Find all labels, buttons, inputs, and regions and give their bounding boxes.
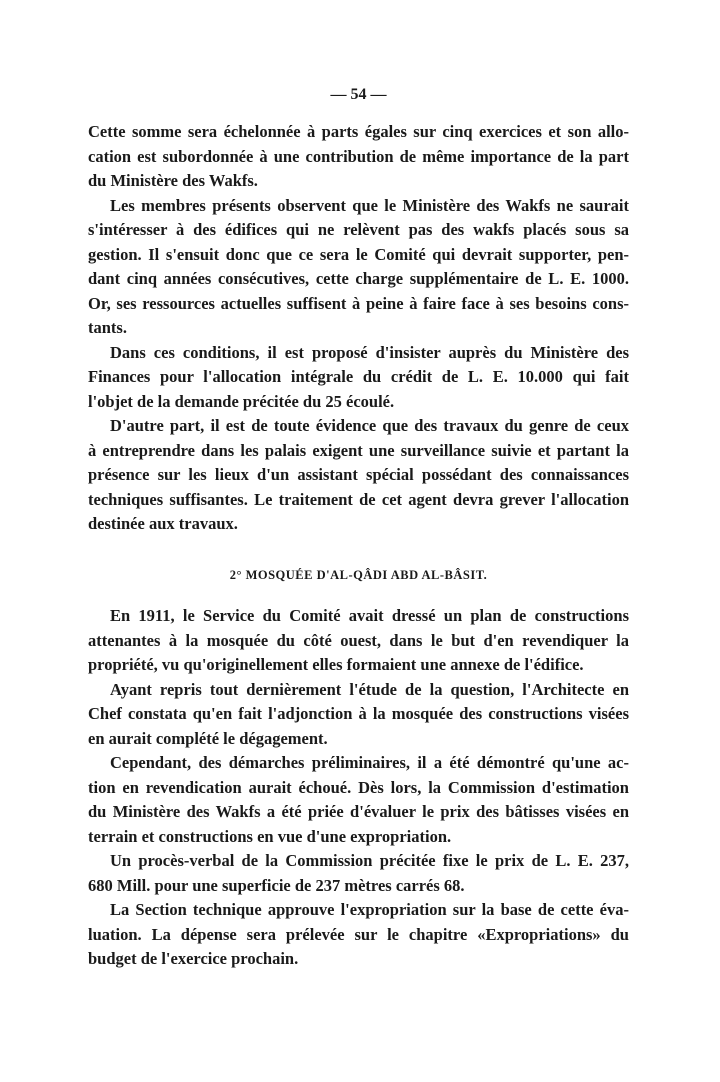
text-line: Les membres présents observent que le Ministère des Wakfs ne saurait bbox=[110, 195, 629, 215]
paragraph bbox=[88, 604, 629, 678]
text-line: techniques suffisantes. Le traitement de cet agent devra grever l'allocation bbox=[88, 489, 629, 509]
text-line: Dans ces conditions, il est proposé d'insister auprès du Ministère des bbox=[110, 342, 629, 362]
text-line: gestion. Il s'ensuit donc que ce sera le Comité qui devrait supporter, pen- bbox=[88, 244, 629, 264]
text-line: luation. La dépense sera prélevée sur le chapitre «Expropriations» du bbox=[88, 924, 629, 944]
text-line: Or, ses ressources actuelles suffisent à peine à faire face à ses besoins cons- bbox=[88, 293, 629, 313]
text-line: destinée aux travaux. bbox=[88, 514, 238, 533]
text-line: s'intéresser à des édifices qui ne relèvent pas des wakfs placés sous sa bbox=[88, 220, 629, 239]
paragraph bbox=[88, 849, 629, 898]
text-line: Ayant repris tout dernièrement l'étude de la question, l'Architecte en bbox=[110, 679, 629, 699]
paragraph bbox=[88, 678, 629, 752]
text-line: 680 Mill. pour une superficie de 237 mètres carrés 68. bbox=[88, 875, 465, 895]
text-line: l'objet de la demande précitée du 25 écoulé. bbox=[88, 391, 395, 411]
paragraph bbox=[88, 120, 629, 194]
text-line: du Ministère des Wakfs a été priée d'évaluer le prix des bâtisses visées en bbox=[88, 802, 629, 821]
text-line: Finances pour l'allocation intégrale du crédit de L. E. 10.000 qui fait bbox=[88, 367, 629, 386]
text-line: Chef constata qu'en fait l'adjonction à la mosquée des constructions visées bbox=[88, 704, 629, 723]
text-line: à entreprendre dans les palais exigent une surveillance suivie et partant la bbox=[88, 440, 629, 460]
text-line: dant cinq années consécutives, cette charge supplémentaire de L. E. 1000. bbox=[88, 269, 629, 288]
text-line: en aurait complété le dégagement. bbox=[88, 728, 328, 748]
text-line: Cependant, des démarches préliminaires, il a été démontré qu'une ac- bbox=[110, 753, 629, 772]
paragraph bbox=[88, 341, 629, 415]
paragraph bbox=[88, 898, 629, 972]
text-line: tants. bbox=[88, 318, 127, 337]
text-line: Cette somme sera échelonnée à parts égales sur cinq exercices et son allo- bbox=[88, 122, 629, 141]
page-number: — 54 — bbox=[330, 86, 387, 103]
paragraph bbox=[88, 194, 629, 341]
text-line: Un procès-verbal de la Commission précitée fixe le prix de L. E. 237, bbox=[110, 851, 629, 870]
section-heading: 2° MOSQUÉE D'AL-QÂDI ABD AL-BÂSIT. bbox=[229, 568, 488, 582]
paragraph bbox=[88, 414, 629, 537]
text-line: terrain et constructions en vue d'une expropriation. bbox=[88, 826, 452, 846]
text-line: En 1911, le Service du Comité avait dressé un plan de constructions bbox=[110, 606, 629, 625]
paragraph bbox=[88, 751, 629, 849]
text-line: du Ministère des Wakfs. bbox=[88, 171, 258, 190]
text-line: présence sur les lieux d'un assistant spécial possédant des connaissances bbox=[88, 465, 629, 484]
text-line: budget de l'exercice prochain. bbox=[88, 949, 299, 968]
text-line: propriété, vu qu'originellement elles formaient une annexe de l'édifice. bbox=[88, 655, 584, 674]
text-line: D'autre part, il est de toute évidence que des travaux du genre de ceux bbox=[110, 416, 629, 435]
text-line: tion en revendication aurait échoué. Dès lors, la Commission d'estimation bbox=[88, 777, 629, 797]
section-1-text bbox=[88, 120, 629, 537]
section-2-text bbox=[88, 604, 629, 972]
text-line: La Section technique approuve l'expropriation sur la base de cette éva- bbox=[110, 900, 629, 919]
text-line: attenantes à la mosquée du côté ouest, dans le but d'en revendiquer la bbox=[88, 630, 629, 650]
text-line: cation est subordonnée à une contribution de même importance de la part bbox=[88, 146, 629, 166]
